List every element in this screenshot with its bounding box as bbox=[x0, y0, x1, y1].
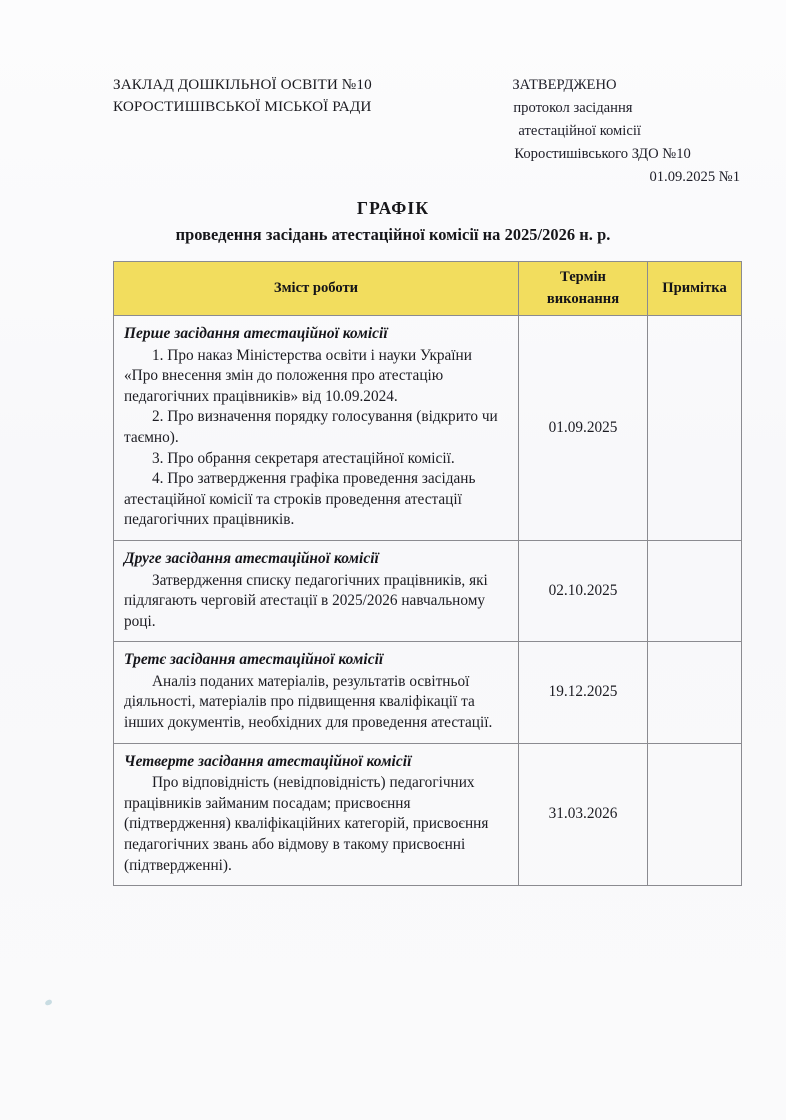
session-item: 2. Про визначення порядку голосування (відкрито чи таємно). bbox=[124, 408, 498, 446]
session-item: Про відповідність (невідповідність) педагогічних працівників займаним посадам; присвоєння (підтвердження) кваліфікаційних категорій, присвоєння педагогічних звань або відмову в такому присвоєнні (підтвердженні). bbox=[124, 774, 489, 874]
approval-line-4: Коростишівського ЗДО №10 bbox=[514, 146, 691, 163]
table-header-row bbox=[114, 262, 742, 316]
title-block bbox=[0, 198, 786, 245]
cell-remark bbox=[648, 642, 742, 743]
cell-content bbox=[114, 540, 519, 641]
session-item: Аналіз поданих матеріалів, результатів освітньої діяльності, матеріалів про підвищення кваліфікації та інших документів, необхідних для проведення атестації. bbox=[124, 672, 493, 732]
cell-remark bbox=[648, 743, 742, 886]
organization-line-1: ЗАКЛАД ДОШКІЛЬНОЇ ОСВІТИ №10 bbox=[113, 76, 372, 93]
approval-line-2: протокол засідання bbox=[513, 100, 633, 117]
organization-block bbox=[113, 74, 502, 117]
approval-line-5: 01.09.2025 №1 bbox=[649, 169, 740, 186]
approval-line-3: атестаційної комісії bbox=[518, 123, 641, 140]
session-heading: Друге засідання атестаційної комісії bbox=[124, 549, 379, 567]
session-item: 3. Про обрання секретаря атестаційної комісії. bbox=[152, 449, 455, 467]
column-header-term-line2: виконання bbox=[546, 290, 620, 307]
cell-term: 01.09.2025 bbox=[519, 316, 648, 541]
cell-term: 31.03.2026 bbox=[519, 743, 648, 886]
column-header-content: Зміст роботи bbox=[114, 262, 519, 316]
session-heading: Четверте засідання атестаційної комісії bbox=[124, 752, 412, 770]
table-row bbox=[114, 743, 742, 886]
cell-content bbox=[114, 642, 519, 743]
scan-artifact bbox=[44, 999, 52, 1006]
table-body bbox=[114, 316, 742, 886]
cell-content bbox=[114, 316, 519, 541]
organization-line-2: КОРОСТИШІВСЬКОЇ МІСЬКОЇ РАДИ bbox=[113, 97, 372, 115]
table-row bbox=[114, 540, 742, 641]
session-item: Затвердження списку педагогічних працівників, які підлягають черговій атестації в 2025/2026 навчальному році. bbox=[124, 571, 488, 630]
page-title: ГРАФІК bbox=[356, 198, 430, 218]
table-row bbox=[114, 316, 742, 541]
page-subtitle: проведення засідань атестаційної комісії на 2025/2026 н. р. bbox=[175, 225, 611, 244]
schedule-table bbox=[113, 261, 742, 886]
cell-term: 02.10.2025 bbox=[519, 540, 648, 641]
session-heading: Перше засідання атестаційної комісії bbox=[124, 325, 388, 342]
session-item: 4. Про затвердження графіка проведення засідань атестаційної комісії та строків проведення атестації педагогічних працівників. bbox=[124, 470, 476, 529]
cell-remark bbox=[648, 540, 742, 641]
column-header-term-line1: Термін bbox=[560, 268, 606, 285]
cell-content bbox=[114, 743, 519, 886]
table-row bbox=[114, 642, 742, 743]
session-heading: Третє засідання атестаційної комісії bbox=[124, 651, 384, 669]
approval-line-1: ЗАТВЕРДЖЕНО bbox=[512, 77, 617, 93]
session-item: 1. Про наказ Міністерства освіти і науки України «Про внесення змін до положення про атестацію педагогічних працівників» від 10.09.2024. bbox=[124, 346, 472, 405]
document-header bbox=[113, 74, 746, 189]
column-header-term bbox=[519, 262, 648, 316]
column-header-remark: Примітка bbox=[648, 262, 742, 316]
cell-term: 19.12.2025 bbox=[519, 642, 648, 743]
cell-remark bbox=[648, 316, 742, 541]
approval-block bbox=[512, 74, 746, 189]
